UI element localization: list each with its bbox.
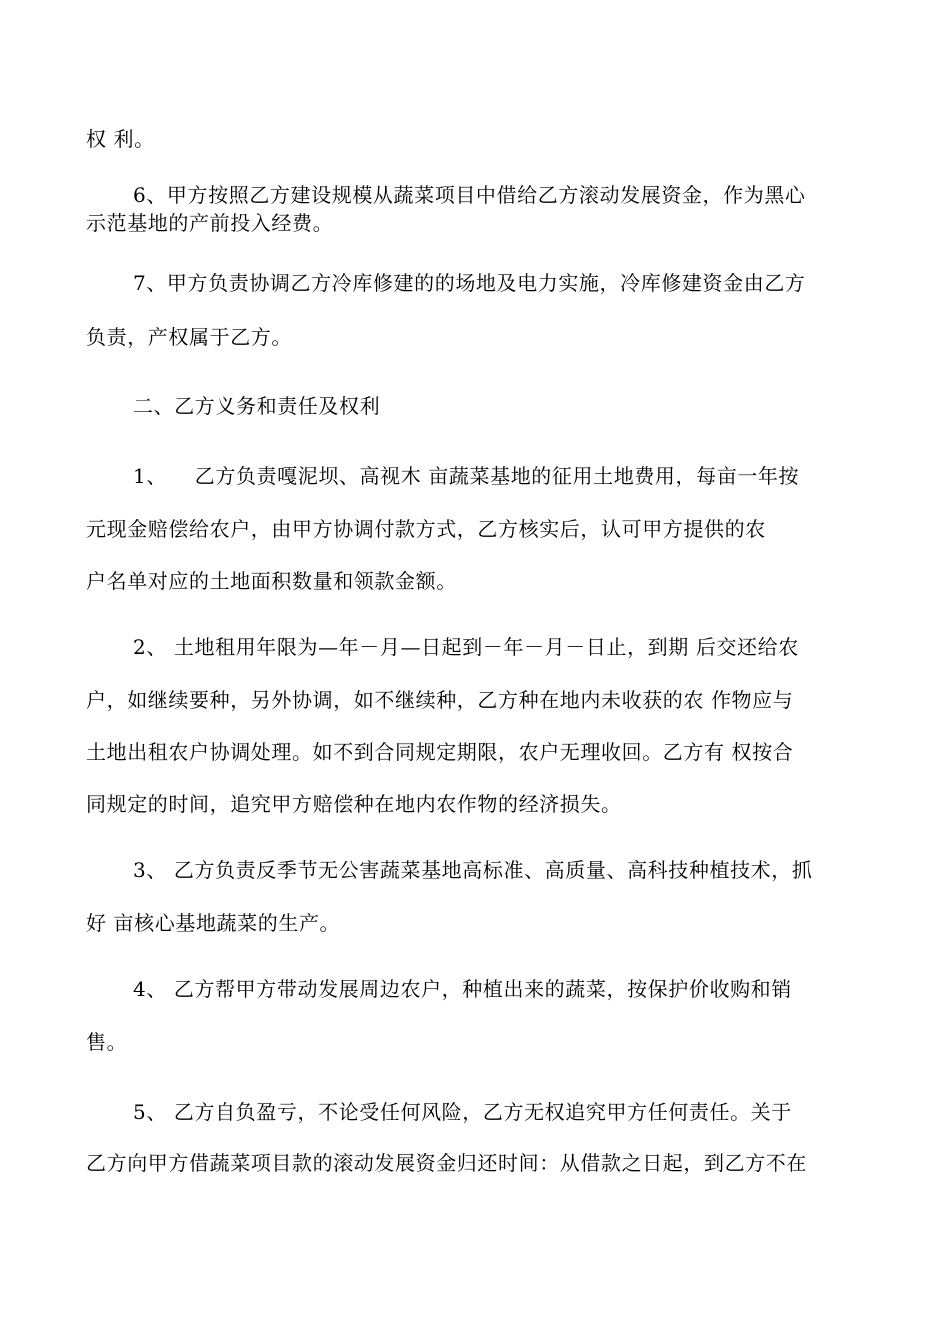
clause-6-line-1: 6、甲方按照乙方建设规模从蔬菜项目中借给乙方滚动发展资金，作为黑心: [133, 183, 806, 207]
clause-3-line-2: 好 亩核心基地蔬菜的生产。: [86, 911, 341, 935]
section-heading: 二、乙方义务和责任及权利: [133, 394, 381, 418]
clause-4-line-1: 4、 乙方帮甲方带动发展周边农户，种植出来的蔬菜，按保护价收购和销: [133, 977, 792, 1001]
clause-1-line-1: 1、 乙方负责嘎泥坝、高视木 亩蔬菜基地的征用土地费用，每亩一年按: [133, 464, 800, 488]
clause-2-line-1: 2、 土地租用年限为—年－月—日起到－年－月－日止，到期 后交还给农: [133, 635, 799, 659]
clause-5-line-1: 5、 乙方自负盈亏，不论受任何风险，乙方无权追究甲方任何责任。关于: [133, 1100, 792, 1124]
clause-5-line-2: 乙方向甲方借蔬菜项目款的滚动发展资金归还时间：从借款之日起，到乙方不在: [86, 1151, 807, 1175]
clause-2-line-3: 土地出租农户协调处理。如不到合同规定期限，农户无理收回。乙方有 权按合: [86, 740, 794, 764]
clause-2-line-4: 同规定的时间，追究甲方赔偿种在地内农作物的经济损失。: [86, 792, 622, 816]
clause-3-line-1: 3、 乙方负责反季节无公害蔬菜基地高标准、高质量、高科技种植技术，抓: [133, 858, 813, 882]
text-line: 权 利。: [86, 127, 155, 151]
clause-1-line-3: 户名单对应的土地面积数量和领款金额。: [86, 569, 457, 593]
clause-6-line-2: 示范基地的产前投入经费。: [86, 211, 334, 235]
clause-4-line-2: 售。: [86, 1030, 128, 1054]
clause-7-line-1: 7、甲方负责协调乙方冷库修建的的场地及电力实施，冷库修建资金由乙方: [133, 271, 806, 295]
clause-2-line-2: 户，如继续要种，另外协调，如不继续种，乙方种在地内未收获的农 作物应与: [86, 688, 794, 712]
clause-7-line-2: 负责，产权属于乙方。: [86, 325, 292, 349]
clause-1-line-2: 元现金赔偿给农户，由甲方协调付款方式，乙方核实后，认可甲方提供的农: [86, 517, 766, 541]
